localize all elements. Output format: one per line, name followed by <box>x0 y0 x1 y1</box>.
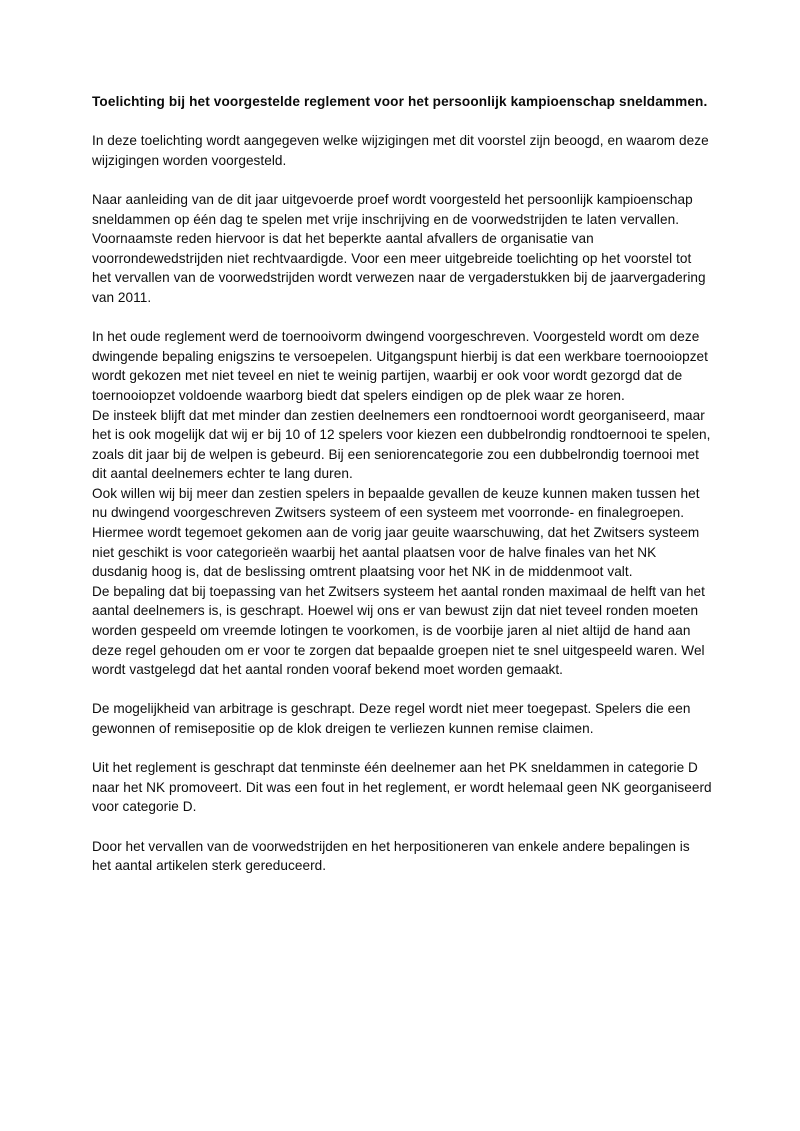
document-body <box>92 92 712 876</box>
spacer <box>92 739 712 759</box>
spacer <box>92 308 712 328</box>
paragraph-zwitsers-systeem: Ook willen wij bij meer dan zestien spelers in bepaalde gevallen de keuze kunnen maken tussen het nu dwingend voorgeschreven Zwitsers systeem of een systeem met voorronde- en finalegroepen. Hiermee wordt tegemoet gekomen aan de vorig jaar geuite waarschuwing, dat het Zwitsers systeem niet geschikt is voor categorieën waarbij het aantal plaatsen voor de halve finales van het NK dusdanig hoog is, dat de beslissing omtrent plaatsing voor het NK in de middenmoot valt. <box>92 485 700 580</box>
paragraph-categorie-d: Uit het reglement is geschrapt dat tenminste één deelnemer aan het PK sneldammen in categorie D naar het NK promoveert. Dit was een fout in het reglement, er wordt helemaal geen NK georganiseerd voor categorie D. <box>92 760 712 815</box>
spacer <box>92 112 712 132</box>
paragraph-intro: In deze toelichting wordt aangegeven welke wijzigingen met dit voorstel zijn beoogd, en waarom deze wijzigingen worden voorgesteld. <box>92 133 709 168</box>
spacer <box>92 170 712 190</box>
paragraph-arbitrage: De mogelijkheid van arbitrage is geschrapt. Deze regel wordt niet meer toegepast. Spelers die een gewonnen of remisepositie op de klok dreigen te verliezen kunnen remise claimen. <box>92 701 691 736</box>
paragraph-rondtoernooi: De insteek blijft dat met minder dan zestien deelnemers een rondtoernooi wordt georganiseerd, maar het is ook mogelijk dat wij er bij 10 of 12 spelers voor kiezen een dubbelrondig rondtoernooi te spelen, zoals dit jaar bij de welpen is gebeurd. Bij een seniorencategorie zou een dubbelrondig toernooi met dit aantal deelnemers echter te lang duren. <box>92 407 711 482</box>
paragraph-aantal-ronden: De bepaling dat bij toepassing van het Zwitsers systeem het aantal ronden maximaal de helft van het aantal deelnemers is, is geschrapt. Hoewel wij ons er van bewust zijn dat niet teveel ronden moeten worden gespeeld om vreemde lotingen te voorkomen, is de voorbije jaren al niet altijd de hand aan deze regel gehouden om er voor te zorgen dat bepaalde groepen niet te snel uitgespeeld waren. Wel wordt vastgelegd dat het aantal ronden vooraf bekend moet worden gemaakt. <box>92 583 705 678</box>
paragraph-conclusie: Door het vervallen van de voorwedstrijden en het herpositioneren van enkele andere bepalingen is het aantal artikelen sterk gereduceerd. <box>92 838 690 874</box>
paragraph-toernooivorm: In het oude reglement werd de toernooivorm dwingend voorgeschreven. Voorgesteld wordt om deze dwingende bepaling enigszins te versoepelen. Uitgangspunt hierbij is dat een werkbare toernooiopzet wordt gekozen met niet teveel en niet te weinig partijen, waarbij er ook voor wordt gezorgd dat de toernooiopzet voldoende waarborg biedt dat spelers eindigen op de plek waar ze horen. <box>92 329 708 403</box>
paragraph-proef-voorstel: Naar aanleiding van de dit jaar uitgevoerde proef wordt voorgesteld het persoonlijk kampioenschap sneldammen op één dag te spelen met vrije inschrijving en de voorwedstrijden te laten vervallen. Voornaamste reden hiervoor is dat het beperkte aantal afvallers de organisatie van voorrondewedstrijden niet rechtvaardigde. Voor een meer uitgebreide toelichting op het voorstel tot het vervallen van de voorwedstrijden wordt verwezen naar de vergaderstukken bij de jaarvergadering van 2011. <box>92 191 706 305</box>
spacer <box>92 817 712 837</box>
spacer <box>92 680 712 700</box>
document-heading: Toelichting bij het voorgestelde reglement voor het persoonlijk kampioenschap sneldammen. <box>92 94 708 109</box>
